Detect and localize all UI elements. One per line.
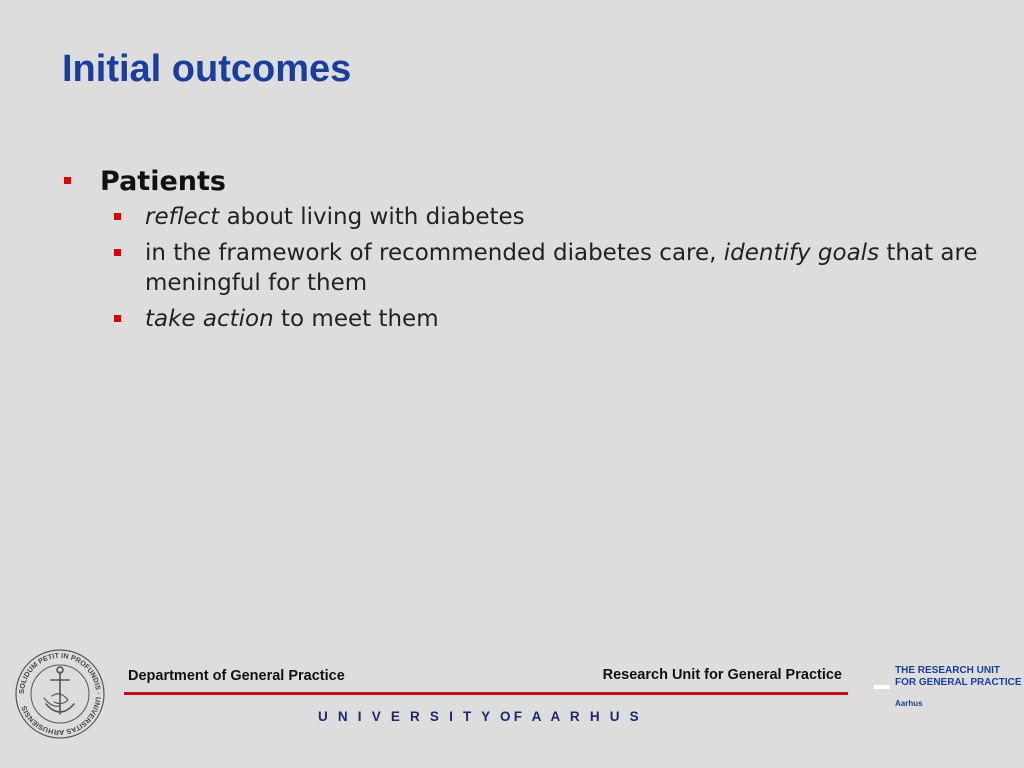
research-unit-name: Research Unit for General Practice (602, 667, 842, 683)
bullet-square-icon (114, 249, 121, 256)
item-text: reflect (145, 204, 220, 230)
heading-text: Patients (100, 166, 226, 197)
logo-city: Aarhus (895, 699, 923, 708)
bullet-item (62, 304, 992, 334)
university-seal-icon (14, 648, 106, 740)
item-text: that are meningful for them (145, 240, 978, 296)
department-name: Department of General Practice (128, 668, 345, 684)
bullet-item (62, 238, 992, 298)
item-text: take action (145, 306, 274, 332)
research-unit-logo (858, 662, 1022, 714)
footer-divider (124, 692, 848, 695)
seal-ring-text: SOLIDUM PETIT IN PROFUNDIS · UNIVERSITAS ARHUSIENSIS (16, 650, 104, 738)
item-text: in the framework of recommended diabetes care, (145, 240, 724, 266)
item-text: about living with diabetes (219, 204, 525, 230)
bullet-square-icon (114, 213, 121, 220)
bullet-item (62, 202, 992, 232)
item-text: to meet them (273, 306, 439, 332)
logo-line-2: FOR GENERAL PRACTICE (895, 677, 1022, 688)
bullet-heading (62, 164, 992, 200)
bullet-square-icon (114, 315, 121, 322)
bullet-square-icon (64, 177, 71, 184)
university-name: U N I V E R S I T Y OF A A R H U S (318, 709, 642, 724)
logo-line-1: THE RESEARCH UNIT (895, 665, 1001, 676)
slide-title: Initial outcomes (62, 48, 352, 90)
item-text: identify goals (723, 240, 880, 266)
slide-content (62, 164, 992, 334)
research-unit-mark-icon (858, 662, 898, 712)
